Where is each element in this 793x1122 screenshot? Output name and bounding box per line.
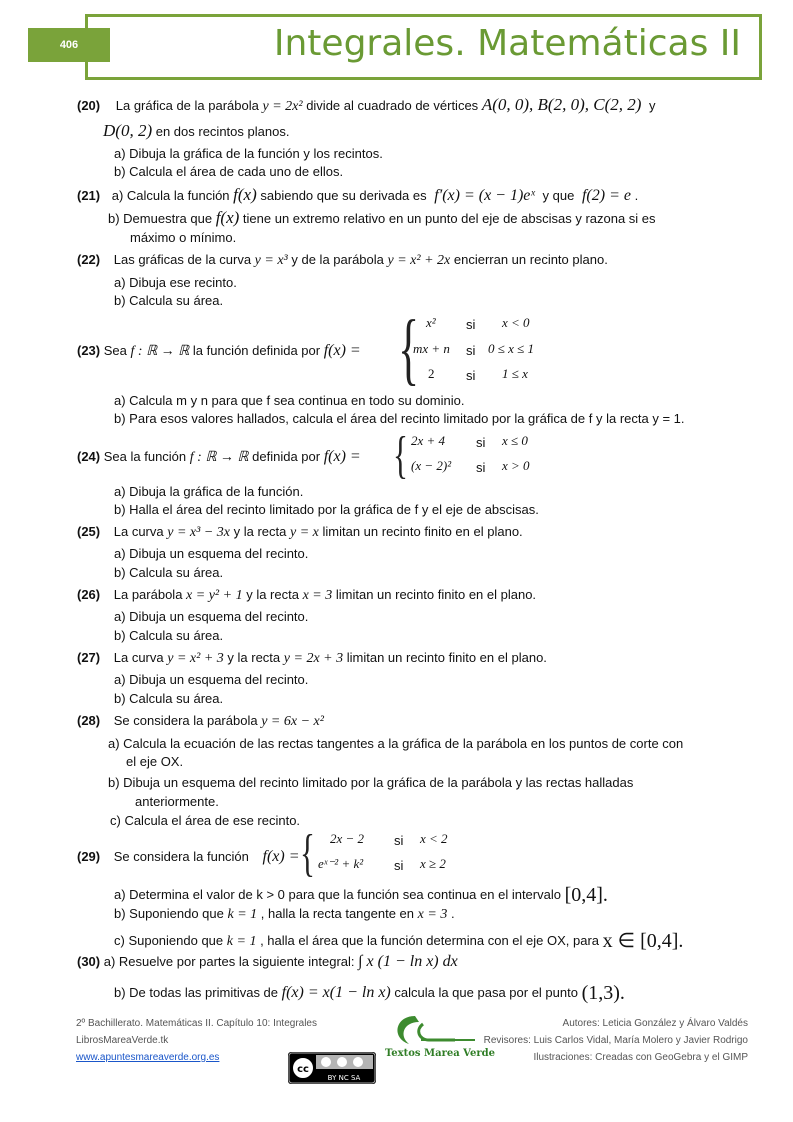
footer-site: LibrosMareaVerde.tk <box>76 1035 169 1046</box>
formula: A(0, 0), B(2, 0), C(2, 2) <box>481 95 642 114</box>
case-cond: 0 ≤ x ≤ 1 <box>488 341 535 356</box>
formula: f : ℝ → ℝ <box>130 344 190 359</box>
text: limitan un recinto finito en el plano. <box>322 524 523 539</box>
problem-number: (27) <box>77 650 101 665</box>
formula: [0,4]. <box>564 884 608 906</box>
item-b: b) Dibuja un esquema del recinto limitado por la gráfica de la parábola y las rectas halladas <box>108 775 634 790</box>
formula: D(0, 2) <box>103 121 153 140</box>
svg-text:cc: cc <box>297 1064 309 1075</box>
cc-license-badge[interactable] <box>288 1052 376 1084</box>
formula: ∫ x (1 − ln x) dx <box>358 953 458 970</box>
case-si: si <box>476 435 486 450</box>
text: La gráfica de la parábola <box>115 98 259 113</box>
case-cond: x ≥ 2 <box>420 856 446 871</box>
formula: f(x) = <box>262 848 300 865</box>
cc-icon <box>288 1052 376 1084</box>
formula: k = 1 <box>226 934 257 949</box>
text: c) Suponiendo que <box>114 933 224 948</box>
brace: { <box>393 427 408 484</box>
problem-number: (29) <box>77 849 101 864</box>
formula: x = 3 <box>417 907 448 922</box>
formula: f(x) <box>215 208 240 227</box>
case-formula: mx + n <box>413 341 450 356</box>
text: b) De todas las primitivas de <box>114 985 279 1000</box>
formula: y = 2x + 3 <box>283 651 344 666</box>
problem-number: (20) <box>77 98 101 113</box>
text: definida por <box>252 449 321 464</box>
page-title: Integrales. Matemáticas II <box>273 23 741 64</box>
formula: f(2) = e <box>581 187 631 204</box>
text: tiene un extremo relativo en un punto del eje de abscisas y razona si es <box>242 211 656 226</box>
formula: x = y² + 1 <box>186 588 243 603</box>
text: sabiendo que su derivada es <box>260 188 427 203</box>
case-formula: (x − 2)² <box>411 458 452 473</box>
text: y la recta <box>246 587 299 602</box>
formula: f(x) = <box>323 448 361 465</box>
text: Las gráficas de la curva <box>113 252 252 267</box>
formula: y = x <box>289 525 319 540</box>
formula: y = 2x² <box>262 99 303 114</box>
item-b: b) Para esos valores hallados, calcula el área del recinto limitado por la gráfica de f y la recta y = 1. <box>114 411 685 426</box>
case-si: si <box>466 343 476 358</box>
footer-illustrations: Ilustraciones: Creadas con GeoGebra y el GIMP <box>533 1052 748 1063</box>
problem-number: (28) <box>77 713 101 728</box>
text: a) Resuelve por partes la siguiente integral: <box>103 954 355 969</box>
case-cond: x < 2 <box>420 831 448 846</box>
text: la función definida por <box>192 343 321 358</box>
case-formula: x² <box>426 315 436 330</box>
text: Se considera la función <box>113 849 249 864</box>
item-b: b) Calcula su área. <box>114 293 224 308</box>
case-si: si <box>394 833 404 848</box>
item-a: a) Dibuja la gráfica de la función. <box>114 484 304 499</box>
problem-number: (23) <box>77 343 101 358</box>
text: en dos recintos planos. <box>155 124 290 139</box>
text: b) Demuestra que <box>108 211 213 226</box>
formula: y = x³ − 3x <box>167 525 230 540</box>
text: Sea la función <box>103 449 187 464</box>
item-b: b) Calcula su área. <box>114 691 224 706</box>
case-si: si <box>466 368 476 383</box>
marea-verde-logo <box>385 1010 495 1064</box>
item-a: a) Dibuja un esquema del recinto. <box>114 672 309 687</box>
item-b: b) Calcula el área de cada uno de ellos. <box>114 164 344 179</box>
case-formula: 2 <box>428 366 435 381</box>
footer-course: 2º Bachillerato. Matemáticas II. Capítulo 10: Integrales <box>76 1018 317 1029</box>
case-formula: 2x − 2 <box>330 831 365 846</box>
text: y la recta <box>227 650 281 665</box>
text: y <box>649 98 656 113</box>
case-si: si <box>466 317 476 332</box>
problem-number: (30) <box>77 954 101 969</box>
case-formula: eˣ⁻² + k² <box>318 856 364 871</box>
text: y la recta <box>233 524 287 539</box>
text: a) Determina el valor de k > 0 para que la función sea continua en el intervalo <box>114 887 561 902</box>
text: La curva <box>113 524 164 539</box>
text: a) Calcula la función <box>111 188 230 203</box>
formula: x = 3 <box>302 588 333 603</box>
brace: { <box>300 825 315 882</box>
item-a: a) Dibuja ese recinto. <box>114 275 237 290</box>
item-a-cont: el eje OX. <box>126 754 184 769</box>
problem-number: (24) <box>77 449 101 464</box>
text: Sea <box>103 343 127 358</box>
text: calcula la que pasa por el punto <box>394 985 578 1000</box>
formula: f(x) <box>233 185 257 204</box>
text: divide al cuadrado de vértices <box>306 98 479 113</box>
item-b: b) Calcula su área. <box>114 628 224 643</box>
cc-text: BY NC SA <box>327 1074 361 1082</box>
footer-reviewers: Revisores: Luis Carlos Vidal, María Molero y Javier Rodrigo <box>483 1035 748 1046</box>
case-cond: x ≤ 0 <box>502 433 528 448</box>
formula: f′(x) = (x − 1)eˣ <box>434 187 535 204</box>
item-a: a) Dibuja un esquema del recinto. <box>114 609 309 624</box>
formula: y = x² + 3 <box>167 651 224 666</box>
item-a: a) Dibuja la gráfica de la función y los recintos. <box>114 146 383 161</box>
text: . <box>634 188 639 203</box>
formula: f : ℝ → ℝ <box>189 450 249 465</box>
item-b: b) Halla el área del recinto limitado por la gráfica de f y el eje de abscisas. <box>114 502 539 517</box>
case-si: si <box>394 858 404 873</box>
problem-number: (21) <box>77 188 101 203</box>
case-cond: x < 0 <box>502 315 530 330</box>
text: La parábola <box>113 587 183 602</box>
case-cond: 1 ≤ x <box>502 366 528 381</box>
logo-text: Textos Marea Verde <box>385 1048 495 1059</box>
text: y que <box>542 188 575 203</box>
formula: f(x) = <box>323 342 361 359</box>
item-a: a) Calcula la ecuación de las rectas tangentes a la gráfica de la parábola en los puntos de corte con <box>108 736 684 751</box>
formula: y = x² + 2x <box>387 253 451 268</box>
formula: y = x³ <box>254 253 288 268</box>
text: , halla el área que la función determina con el eje OX, para <box>260 933 600 948</box>
page-number-badge: 406 <box>28 28 110 62</box>
text: y de la parábola <box>291 252 384 267</box>
formula: f(x) = x(1 − ln x) <box>281 984 391 1001</box>
case-formula: 2x + 4 <box>411 433 446 448</box>
problem-number: (25) <box>77 524 101 539</box>
footer-link[interactable]: www.apuntesmareaverde.org.es <box>76 1052 220 1063</box>
formula: k = 1 <box>227 907 258 922</box>
item-c: c) Calcula el área de ese recinto. <box>110 813 301 828</box>
text: limitan un recinto finito en el plano. <box>335 587 537 602</box>
item-a: a) Calcula m y n para que f sea continua en todo su dominio. <box>114 393 465 408</box>
text: La curva <box>113 650 164 665</box>
text: . <box>450 906 455 921</box>
brace: { <box>398 305 420 393</box>
item-a: a) Dibuja un esquema del recinto. <box>114 546 309 561</box>
formula: y = 6x − x² <box>261 714 324 729</box>
formula: x ∈ [0,4]. <box>602 930 684 952</box>
text: máximo o mínimo. <box>130 230 237 245</box>
footer-authors: Autores: Leticia González y Álvaro Valdés <box>562 1018 748 1029</box>
problem-number: (26) <box>77 587 101 602</box>
problem-number: (22) <box>77 252 101 267</box>
text: Se considera la parábola <box>113 713 258 728</box>
text: limitan un recinto finito en el plano. <box>346 650 547 665</box>
text: encierran un recinto plano. <box>453 252 608 267</box>
title-box <box>85 14 762 80</box>
text: b) Suponiendo que <box>114 906 224 921</box>
formula: (1,3). <box>581 982 625 1004</box>
item-b: b) Calcula su área. <box>114 565 224 580</box>
text: , halla la recta tangente en <box>260 906 415 921</box>
case-si: si <box>476 460 486 475</box>
case-cond: x > 0 <box>502 458 530 473</box>
item-b-cont: anteriormente. <box>135 794 219 809</box>
